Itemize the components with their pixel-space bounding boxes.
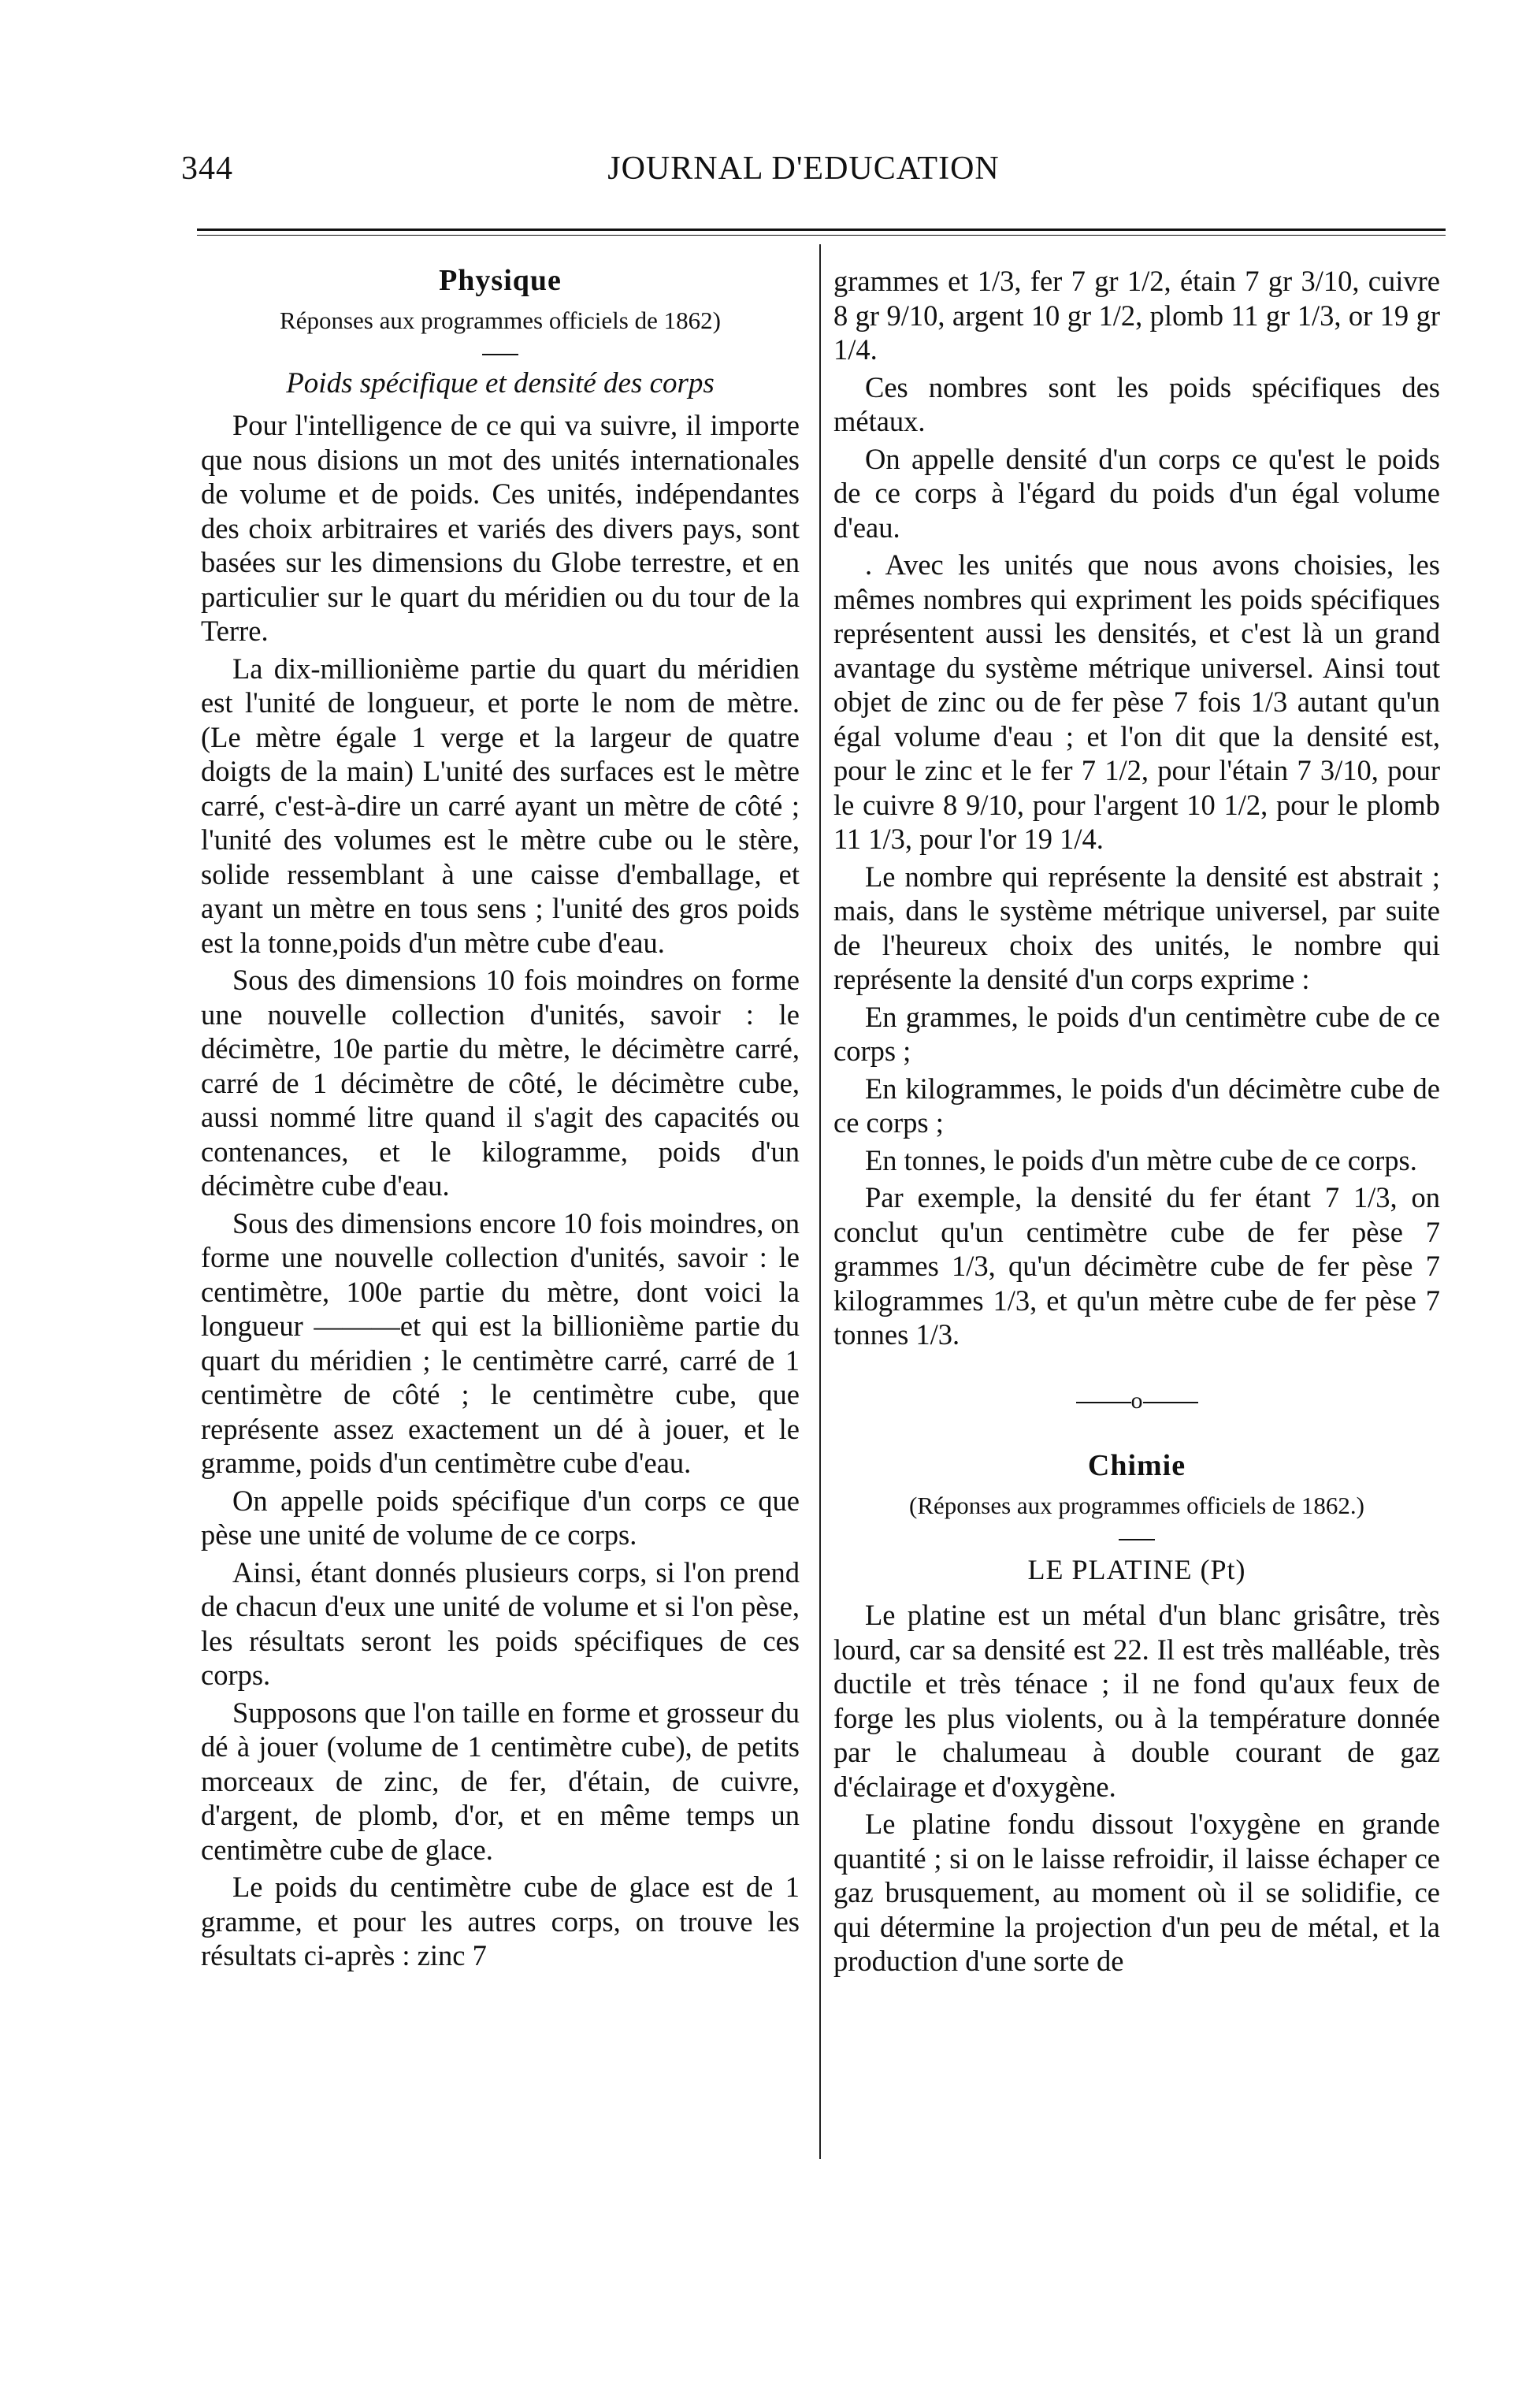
short-dash — [201, 341, 800, 363]
paragraph: Le nombre qui représente la densité est abstrait ; mais, dans le système métrique universel, par suite de l'heureux choix des unités, le nombre qui représente la densité d'un corps exprime : — [833, 860, 1440, 995]
paragraph: Ainsi, étant donnés plusieurs corps, si l'on prend de chacun d'eux une unité de volume et si l'on pèse, les résultats seront les poids spécifiques de ces corps. — [201, 1555, 800, 1691]
journal-title: JOURNAL D'EDUCATION — [607, 150, 1000, 187]
paragraph: Pour l'intelligence de ce qui va suivre, il importe que nous disions un mot des unités internationales de volume et de poids. Ces unités, indépendantes des choix arbitraires et variés des divers pays, sont basées sur les dimensions du Globe terrestre, et en particulier sur le quart du méridien ou du tour de la Terre. — [201, 409, 800, 647]
section-subheading: (Réponses aux programmes officiels de 1862.) — [909, 1491, 1364, 1519]
topic-title: Poids spécifique et densité des corps — [286, 366, 715, 399]
paragraph: Le platine fondu dissout l'oxygène en grande quantité ; si on le laisse refroidir, il laisse échaper ce gaz brusquement, au moment où il se solidifie, ce qui détermine la projection d'un peu de métal, et la production d'une sorte de — [833, 1808, 1440, 1977]
paragraph: En grammes, le poids d'un centimètre cube de ce corps ; — [833, 1000, 1440, 1067]
section-separator — [833, 1384, 1440, 1418]
topic-title: LE PLATINE (Pt) — [1027, 1553, 1246, 1585]
right-column — [833, 264, 1440, 1982]
paragraph: En tonnes, le poids d'un mètre cube de ce corps. — [865, 1143, 1417, 1176]
page-number: 344 — [181, 150, 233, 187]
short-dash — [833, 1526, 1440, 1548]
paragraph: grammes et 1/3, fer 7 gr 1/2, étain 7 gr 3/10, cuivre 8 gr 9/10, argent 10 gr 1/2, plomb 11 gr 1/3, or 19 gr 1/4. — [833, 265, 1440, 366]
running-head — [181, 150, 1426, 197]
header-rule-thin — [197, 235, 1446, 236]
paragraph: Par exemple, la densité du fer étant 7 1/3, on conclut qu'un centimètre cube de fer pèse 7 grammes 1/3, qu'un décimètre cube de fer pèse 7 kilogrammes 1/3, et qu'un mètre cube de fer pèse 7 tonnes 1/3. — [833, 1181, 1440, 1351]
paragraph: Supposons que l'on taille en forme et grosseur du dé à jouer (volume de 1 centimètre cube), de petits morceaux de zinc, de fer, d'étain, de cuivre, d'argent, de plomb, d'or, et en même temps un centimètre cube de glace. — [201, 1696, 800, 1866]
left-column — [201, 264, 800, 1976]
section-subheading: Réponses aux programmes officiels de 1862) — [280, 306, 721, 334]
paragraph: . Avec les unités que nous avons choisies, les mêmes nombres qui expriment les poids spécifiques représentent aussi les densités, et c'est là un grand avantage du système métrique universel. Ainsi tout objet de zinc ou de fer pèse 7 fois 1/3 autant qu'un égal volume d'eau ; et l'on dit que la densité est, pour le zinc et le fer 7 1/2, pour l'étain 7 3/10, pour le cuivre 8 9/10, pour l'argent 10 1/2, pour le plomb 11 1/3, pour l'or 19 1/4. — [833, 548, 1440, 855]
paragraph: Ces nombres sont les poids spécifiques des métaux. — [833, 370, 1440, 437]
paragraph: On appelle poids spécifique d'un corps ce que pèse une unité de volume de ce corps. — [201, 1484, 800, 1551]
section-heading-chimie: Chimie — [1087, 1449, 1186, 1482]
header-rule — [197, 229, 1446, 231]
column-divider — [819, 244, 821, 2159]
paragraph: En kilogrammes, le poids d'un décimètre cube de ce corps ; — [833, 1072, 1440, 1139]
section-heading-physique: Physique — [439, 264, 562, 297]
paragraph: Sous des dimensions encore 10 fois moindres, on forme une nouvelle collection d'unités, savoir : le centimètre, 100e partie du mètre, dont voici la longueur ———et qui est la billionième partie du quart du méridien ; le centimètre carré, carré de 1 centimètre de côté ; le centimètre cube, que représente assez exactement un dé à jouer, et le gramme, poids d'un centimètre cube d'eau. — [201, 1206, 800, 1479]
paragraph: Le platine est un métal d'un blanc grisâtre, très lourd, car sa densité est 22. Il est très malléable, très ductile et très ténace ; il ne fond qu'aux feux de forge les plus violents, ou à la température donnée par le chalumeau à double courant de gaz d'éclairage et d'oxygène. — [833, 1599, 1440, 1803]
paragraph: On appelle densité d'un corps ce qu'est le poids de ce corps à l'égard du poids d'un égal volume d'eau. — [833, 442, 1440, 544]
paragraph: Sous des dimensions 10 fois moindres on forme une nouvelle collection d'unités, savoir : le décimètre, 10e partie du mètre, le décimètre carré, carré de 1 décimètre de côté, le décimètre cube, aussi nommé litre quand il s'agit des capacités ou contenances, et le kilogramme, poids d'un décimètre cube d'eau. — [201, 964, 800, 1202]
paragraph: La dix-millionième partie du quart du méridien est l'unité de longueur, et porte le nom de mètre. (Le mètre égale 1 verge et la largeur de quatre doigts de la main) L'unité des surfaces est le mètre carré, c'est-à-dire un carré ayant un mètre de côté ; l'unité des volumes est le mètre cube ou le stère, solide ressemblant à une caisse d'emballage, et ayant un mètre en tous sens ; l'unité des gros poids est la tonne,poids d'un mètre cube d'eau. — [201, 652, 800, 959]
separator-mark: o — [1130, 1387, 1143, 1414]
paragraph: Le poids du centimètre cube de glace est de 1 gramme, et pour les autres corps, on trouve les résultats ci-après : zinc 7 — [201, 1871, 800, 1971]
